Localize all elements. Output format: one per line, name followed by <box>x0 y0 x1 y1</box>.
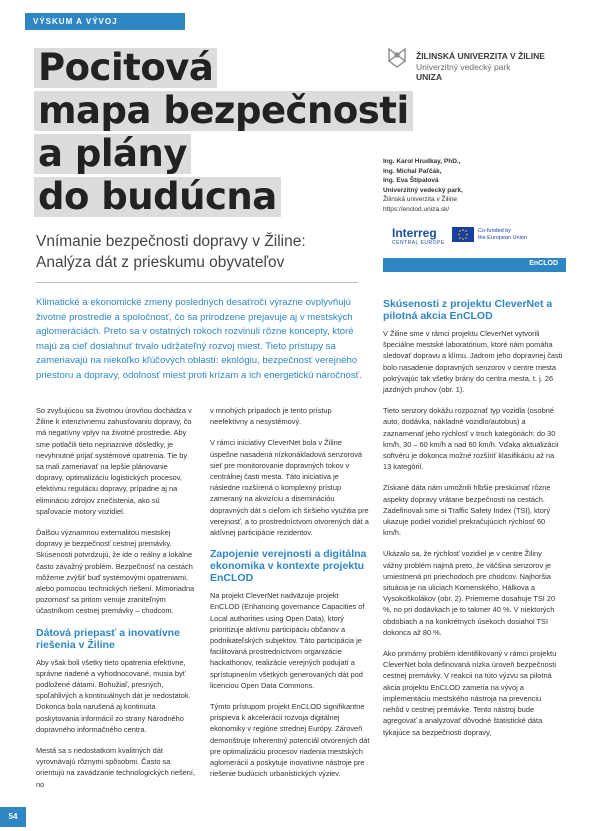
lead-paragraph: Klimatické a ekonomické zmeny posledných desaťročí výrazne ovplyvňujú životné prostredie a spoločnosť, čo sa prirodzene prejavuje aj v mestských aglomeráciách. Preto sa v ostatných rokoch rozvinuli rôzne koncepty, ktoré majú za cieľ dosiahnuť trvalo udržateľný rozvoj miest. Tieto prístupy sa zameriavajú na niekoľko kľúčových oblastí: ekológiu, bezpečnosť verejného priestoru a dopravy, odolnosť miest proti krízam a ich energetickú náročnosť. <box>36 297 362 381</box>
project-bar <box>383 258 566 272</box>
col2-paragraph-2: V rámci iniciatívy CleverNet bola v Žiline úspešne nasadená nízkonákladová senzorová sieť pre monitorovanie dopravných tokov v centrálnej časti mesta. Táto iniciatíva je následne rozšírená o komplexný prístup zameraný na akvizíciu a diseminációu dopravných dát s cieľom ich širšieho využitia pre verejnosť, a to prostredníctvom otvorených dát a aktívnej participácie rezidentov. <box>210 438 369 538</box>
author-block <box>383 157 463 215</box>
page-number: 54 <box>0 807 26 827</box>
title-line-4: do budúcna <box>34 177 281 217</box>
university-logo-text <box>416 51 545 83</box>
col3-paragraph-5: Ako primárny problém identifikovaný v rámci projektu CleverNet bola definovaná nízka úroveň bezpečnosti cestnej premávky. V reakcii na túto výzvu sa pilotná akcia projektu EnCLOD zameria na vývoj a implementáciu mestského nástroja na prevenciu nehôd v cestnej premávke. Tento nástroj bude agregovať a analyzovať dôvodné štatistické dáta týkajúce sa bezpečnosti dopravy, <box>383 649 557 737</box>
title-line-2: mapa bezpečnosti <box>34 91 413 131</box>
author-1: Ing. Karol Hrudkay, PhD., <box>383 158 461 165</box>
col2-heading: Zapojenie verejnosti a digitálna ekonomika v kontexte projektu EnCLOD <box>210 548 367 585</box>
subtitle-line-2: Analýza dát z prieskumu obyvateľov <box>36 254 285 271</box>
author-3: Ing. Eva Štípalová <box>383 177 439 185</box>
col3-paragraph-4: Ukázalo sa, že rýchlosť vozidiel je v centre Žiliny vážny problém najmä preto, že väčšina senzorov je umiestnená pri priechodoch pre chodcov. Najhoršia situácia je na uliciach Komenského, Hálkova a Vysokoškolákov (obr. 2). Priemerne dosahuje TSI 20 %, no pri dodávkach je to takmer 40 %. V niektorých obdobiach a na konkrétnych úsekoch dosiahol TSI dokonca až 80 %. <box>383 549 556 637</box>
logo-line-2: Univerzitný vedecký park <box>416 61 511 72</box>
column-1 <box>36 405 196 800</box>
col2-paragraph-3: Na projekt CleverNet nadväzuje projekt EnCLOD (Enhancing governance Capacities of Local authorities using Open Data), ktorý prioritizuje aktívnu participáciu občanov a podnikateľských subjektov. Táto participácia je facilitovaná prostredníctvom organizácie hackathonov, realizácie verejných podujatí a sprístupnením všetkých generovaných dát pod licenciou Open Data Commons. <box>210 591 365 690</box>
col2-paragraph-4: Týmto prístupom projekt EnCLOD signifikantne prispieva k akcelerácii rozvoja digitálnej ekonomiky v regióne strednej Európy. Zároveň demonštruje inherentný potenciál otvorených dát pre optimalizáciu procesov riadenia mestských aglomerácií a poskytuje inovatívne nástroje pre riešenie budúcich urbanistických výziev. <box>210 702 370 779</box>
col3-paragraph-3: Získané dáta nám umožnili hlbšie preskúmať rôzne aspekty dopravy vrátane bezpečnosti na cestách. Zadefinovali sme si Traffic Safety Index (TSI), ktorý ukazuje podiel vozidiel prekračujúcich rýchlosť 60 km/h. <box>383 483 551 538</box>
col2-paragraph-1: v mnohých prípadoch je tento prístup neefektívny a nesystémový. <box>210 406 332 427</box>
title-line-1: Pocitová <box>34 48 217 88</box>
title-line-3: a plány <box>34 134 191 174</box>
col1-paragraph-3: Aby však boli všetky tieto opatrenia efektívne, správne riadené a vyhodnocované, musia byť podložené dátami. Bohužiaľ, presných, spoľahlivých a kontinuálnych dát je nedostatok. Dokonca bola narušená aj kontinuita poskytovania informácií zo strany Národného dopravného informačného centra. <box>36 657 191 734</box>
subtitle-line-1: Vnímanie bezpečnosti dopravy v Žiline: <box>36 233 306 250</box>
col3-paragraph-2: Tieto senzory dokážu rozpoznať typ vozidla (osobné auto, dodávka, nákladné vozidlo/autobus) a zaznamenať jeho rýchlosť v troch kategóriách: do 30 km/h, 30 – 60 km/h a nad 60 km/h. Vďaka aktualizácii softvéru je dokonca možné rozšíriť klasifikáciu až na 13 kategórií. <box>383 406 559 472</box>
project-label: EnCLOD <box>529 260 558 267</box>
eu-text-1: Co-funded by <box>478 228 512 234</box>
col3-heading: Skúsenosti z projektu CleverNet a pilotná akcia EnCLOD <box>383 298 553 322</box>
col1-paragraph-2: Ďalšou významnou externalitou mestskej dopravy je bezpečnosť cestnej premávky. Skúsenosti potvrdzujú, že ide o reálny a lokálne často závažný problém. Bezpečnosť na cestách môžeme zvýšiť buď systémovými opatreniami, alebo pomocou technických riešení. Mimoriadna pozornosť sa pritom venuje zraniteľným účastníkom cestnej premávky – chodcom. <box>36 528 195 616</box>
column-2 <box>210 405 370 789</box>
section-tag: VÝSKUM A VÝVOJ <box>25 13 185 30</box>
logo-line-3: UNIZA <box>416 72 442 82</box>
uniza-logo-icon <box>386 45 408 73</box>
interreg-logo <box>392 226 448 246</box>
col1-paragraph-1: So zvyšujúcou sa životnou úrovňou dochádza v Žiline k intenzívnemu zahusťovaniu dopravy, čo má negatívny vplyv na životné prostredie. Aby sme potlačili tieto nepriaznivé dôsledky, je nevyhnutné prijať systémové opatrenia. Tie by sa mali zameriavať na lepšie plánovanie dopravy, optimalizáciu logistických procesov, efektívnu reguláciu dopravy, prípadne aj na elimináciu zdrojov znečistenia, ako sú spaľovacie motory vozidiel. <box>36 406 192 516</box>
subtitle <box>36 231 366 273</box>
eu-cofunded-text <box>478 228 527 242</box>
eu-flag-icon <box>452 227 474 242</box>
col1-paragraph-4: Mestá sa s nedostatkom kvalitných dát vyrovnávajú rôznymi spôsobmi. Často sa orientujú na zavádzanie technologických riešení, no <box>36 746 195 789</box>
col1-heading: Dátová priepasť a inovatívne riešenia v Žiline <box>36 626 180 651</box>
author-university: Žilinská univerzita v Žiline <box>383 196 458 204</box>
column-3 <box>383 298 563 748</box>
interreg-sub: CENTRAL EUROPE <box>392 240 445 246</box>
author-affiliation: Univerzitný vedecký park, <box>383 186 463 194</box>
subtitle-divider <box>36 282 358 283</box>
interreg-name: Interreg <box>392 226 437 240</box>
eu-text-2: the European Union <box>478 235 527 241</box>
author-2: Ing. Michal Paľčák, <box>383 167 442 175</box>
author-url[interactable]: https://enclod.uniza.sk/ <box>383 205 450 213</box>
logo-line-1: ŽILINSKÁ UNIVERZITA V ŽILINE <box>416 51 545 61</box>
col3-paragraph-1: V Žiline sme v rámci projektu CleverNet vytvorili špeciálne mestské laboratórium, ktoré nám pomáha sledovať dopravu a klímu. Jadrom jeho dopravnej časti bolo nasadenie dopravných senzorov v centre mesta pokrývajúc tak všetky brány do centra mesta, t. j. 26 jazdných pruhov (obr. 1). <box>383 329 563 395</box>
